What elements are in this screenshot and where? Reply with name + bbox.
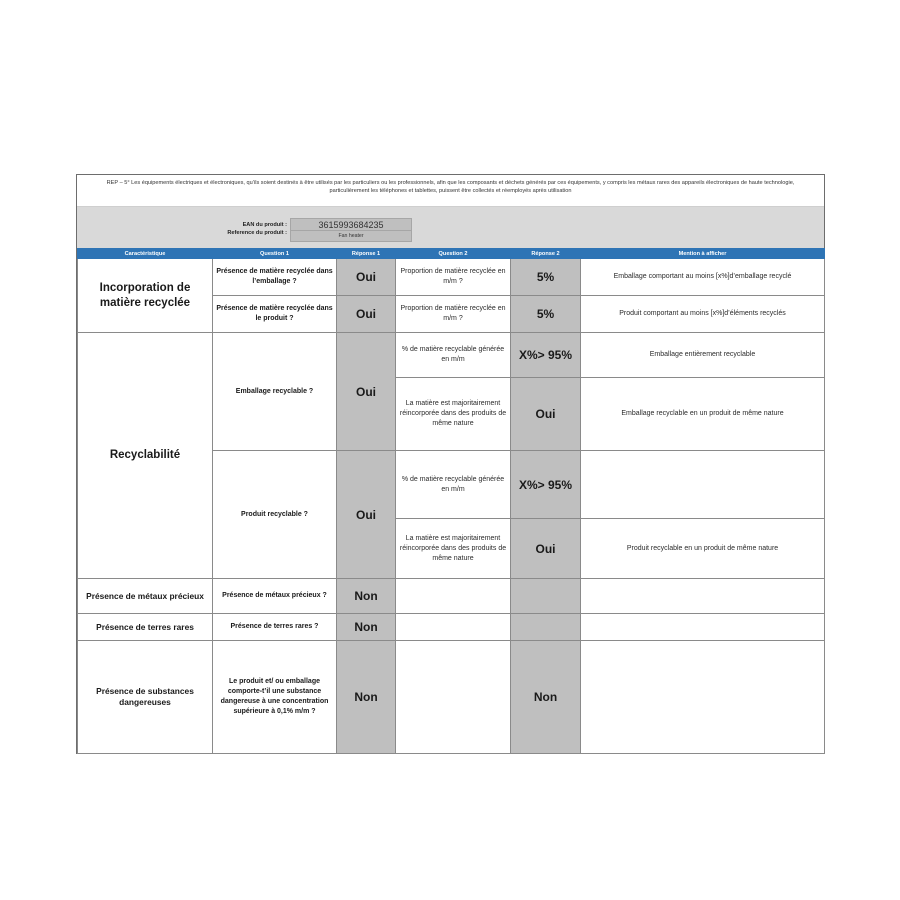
product-identification [77, 206, 824, 248]
header-question-2: Question 2 [396, 249, 511, 259]
answer-2-cell[interactable]: Non [511, 641, 581, 754]
question-1-cell: Présence de matière recyclée dans le produit ? [213, 296, 337, 333]
category-recyclabilite: Recyclabilité [78, 333, 213, 579]
header-reponse-2: Réponse 2 [511, 249, 581, 259]
mention-cell [581, 579, 825, 614]
answer-2-cell[interactable]: X%> 95% [511, 333, 581, 378]
question-1-cell: Présence de métaux précieux ? [213, 579, 337, 614]
category-substances-dangereuses: Présence de substances dangereuses [78, 641, 213, 754]
answer-1-cell[interactable]: Non [337, 641, 396, 754]
category-terres-rares: Présence de terres rares [78, 614, 213, 641]
table-header-row [78, 249, 825, 259]
mention-cell: Produit recyclable en un produit de même nature [581, 519, 825, 579]
header-question-1: Question 1 [213, 249, 337, 259]
category-incorporation: Incorporation de matière recyclée [78, 259, 213, 333]
question-2-cell [396, 641, 511, 754]
mention-cell: Emballage comportant au moins [x%]d’emballage recyclé [581, 259, 825, 296]
answer-2-cell[interactable]: 5% [511, 259, 581, 296]
intro-text: REP – 5° Les équipements électriques et électroniques, qu’ils soient destinés à être utilisés par les particuliers ou les professionnels, afin que les composants et déchets générés par ces équipements, y compris les métaux rares des appareils électroniques de haute technologie, particulièrement les téléphones et tablettes, puissent être collectés et réemployés après utilisation [106, 180, 795, 194]
answer-1-cell[interactable]: Non [337, 614, 396, 641]
question-2-cell: % de matière recyclable générée en m/m [396, 333, 511, 378]
mention-cell: Emballage entièrement recyclable [581, 333, 825, 378]
reference-label: Reference du produit : [227, 230, 287, 236]
question-1-cell: Le produit et/ ou emballage comporte-t’il une substance dangereuse à une concentration supérieure à 0,1% m/m ? [213, 641, 337, 754]
answer-2-cell[interactable]: X%> 95% [511, 451, 581, 519]
ean-label: EAN du produit : [242, 222, 287, 228]
question-2-cell: Proportion de matière recyclée en m/m ? [396, 259, 511, 296]
mention-cell: Produit comportant au moins [x%]d’éléments recyclés [581, 296, 825, 333]
answer-1-cell[interactable]: Oui [337, 451, 396, 579]
question-1-cell: Produit recyclable ? [213, 451, 337, 579]
product-sheet [76, 174, 825, 754]
answer-1-cell[interactable]: Oui [337, 259, 396, 296]
mention-cell: Emballage recyclable en un produit de même nature [581, 378, 825, 451]
answer-2-cell[interactable] [511, 579, 581, 614]
answer-2-cell[interactable] [511, 614, 581, 641]
characteristics-table [77, 248, 825, 754]
answer-1-cell[interactable]: Non [337, 579, 396, 614]
ean-field[interactable]: 3615993684235 [290, 218, 412, 231]
question-2-cell [396, 614, 511, 641]
product-labels [197, 221, 287, 237]
table-row [78, 579, 825, 614]
product-values [290, 218, 412, 242]
question-2-cell: La matière est majoritairement réincorporée dans des produits de même nature [396, 378, 511, 451]
answer-1-cell[interactable]: Oui [337, 333, 396, 451]
answer-2-cell[interactable]: Oui [511, 378, 581, 451]
answer-1-cell[interactable]: Oui [337, 296, 396, 333]
question-1-cell: Présence de terres rares ? [213, 614, 337, 641]
mention-cell [581, 641, 825, 754]
table-row [78, 614, 825, 641]
question-2-cell [396, 579, 511, 614]
header-mention: Mention à afficher [581, 249, 825, 259]
mention-cell [581, 614, 825, 641]
category-metaux-precieux: Présence de métaux précieux [78, 579, 213, 614]
question-1-cell: Présence de matière recyclée dans l’emballage ? [213, 259, 337, 296]
table-row [78, 641, 825, 754]
table-row [78, 333, 825, 378]
mention-cell [581, 451, 825, 519]
reference-field[interactable]: Fan heater [290, 231, 412, 242]
question-2-cell: % de matière recyclable générée en m/m [396, 451, 511, 519]
question-1-cell: Emballage recyclable ? [213, 333, 337, 451]
header-reponse-1: Réponse 1 [337, 249, 396, 259]
question-2-cell: Proportion de matière recyclée en m/m ? [396, 296, 511, 333]
header-caracteristique: Caractéristique [78, 249, 213, 259]
table-row [78, 259, 825, 296]
question-2-cell: La matière est majoritairement réincorporée dans des produits de même nature [396, 519, 511, 579]
answer-2-cell[interactable]: 5% [511, 296, 581, 333]
answer-2-cell[interactable]: Oui [511, 519, 581, 579]
